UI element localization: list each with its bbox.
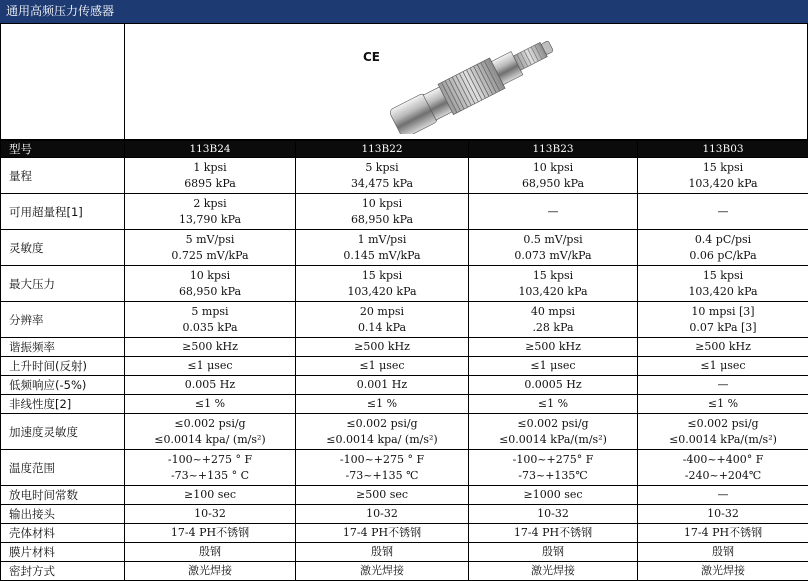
row-label: 低频响应(-5%) bbox=[1, 376, 125, 395]
spec-cell bbox=[638, 395, 808, 414]
spec-cell bbox=[469, 357, 638, 376]
model-113b23: 113B23 bbox=[469, 141, 638, 158]
spec-value: — bbox=[638, 377, 808, 393]
spec-cell bbox=[469, 376, 638, 395]
spec-value: ≥100 sec bbox=[125, 487, 295, 503]
spec-cell bbox=[296, 562, 469, 581]
spec-value: 10 kpsi bbox=[125, 268, 295, 284]
spec-value: 0.035 kPa bbox=[125, 320, 295, 336]
spec-cell bbox=[469, 524, 638, 543]
table-row bbox=[1, 505, 808, 524]
spec-cell bbox=[125, 562, 296, 581]
spec-cell bbox=[638, 338, 808, 357]
spec-value: 17-4 PH不锈钢 bbox=[125, 525, 295, 541]
table-row bbox=[1, 414, 808, 450]
spec-cell bbox=[296, 486, 469, 505]
spec-cell bbox=[125, 543, 296, 562]
spec-cell bbox=[469, 395, 638, 414]
spec-value: 2 kpsi bbox=[125, 196, 295, 212]
spec-value: -400~+400° F bbox=[638, 452, 808, 468]
table-row bbox=[1, 543, 808, 562]
row-label: 温度范围 bbox=[1, 450, 125, 486]
table-row bbox=[1, 194, 808, 230]
table-row bbox=[1, 376, 808, 395]
image-label-cell bbox=[1, 24, 125, 139]
spec-cell bbox=[638, 562, 808, 581]
row-label: 壳体材料 bbox=[1, 524, 125, 543]
spec-value: 103,420 kPa bbox=[469, 284, 637, 300]
spec-cell bbox=[125, 524, 296, 543]
spec-cell bbox=[296, 194, 469, 230]
spec-value: 6895 kPa bbox=[125, 176, 295, 192]
spec-value: 0.725 mV/kPa bbox=[125, 248, 295, 264]
spec-value: 0.5 mV/psi bbox=[469, 232, 637, 248]
spec-value: ≤1 % bbox=[296, 396, 468, 412]
spec-table bbox=[0, 140, 808, 581]
spec-cell bbox=[469, 562, 638, 581]
spec-value: 10-32 bbox=[638, 506, 808, 522]
spec-value: 10-32 bbox=[125, 506, 295, 522]
spec-cell bbox=[125, 158, 296, 194]
spec-value: 殷钢 bbox=[469, 544, 637, 560]
spec-value: ≤0.002 psi/g bbox=[125, 416, 295, 432]
spec-value: 殷钢 bbox=[296, 544, 468, 560]
row-label: 灵敏度 bbox=[1, 230, 125, 266]
row-label: 最大压力 bbox=[1, 266, 125, 302]
spec-value: 激光焊接 bbox=[638, 563, 808, 579]
spec-cell bbox=[469, 302, 638, 338]
spec-cell bbox=[296, 414, 469, 450]
spec-value: 103,420 kPa bbox=[638, 176, 808, 192]
spec-value: ≤1 μsec bbox=[469, 358, 637, 374]
table-row bbox=[1, 450, 808, 486]
spec-value: 17-4 PH不锈钢 bbox=[638, 525, 808, 541]
spec-cell bbox=[469, 338, 638, 357]
table-row bbox=[1, 230, 808, 266]
spec-cell bbox=[638, 524, 808, 543]
row-label: 可用超量程[1] bbox=[1, 194, 125, 230]
spec-value: 40 mpsi bbox=[469, 304, 637, 320]
spec-cell bbox=[469, 450, 638, 486]
spec-value: — bbox=[469, 204, 637, 220]
spec-cell bbox=[296, 357, 469, 376]
spec-value: ≤0.0014 kpa/ (m/s²) bbox=[125, 432, 295, 448]
spec-value: ≤0.0014 kpa/ (m/s²) bbox=[296, 432, 468, 448]
spec-cell bbox=[296, 376, 469, 395]
spec-cell bbox=[125, 450, 296, 486]
spec-value: 15 kpsi bbox=[638, 160, 808, 176]
spec-value: 68,950 kPa bbox=[125, 284, 295, 300]
table-row bbox=[1, 395, 808, 414]
spec-value: ≤1 % bbox=[638, 396, 808, 412]
spec-value: ≥500 sec bbox=[296, 487, 468, 503]
spec-value: ≤0.002 psi/g bbox=[469, 416, 637, 432]
spec-value: 68,950 kPa bbox=[469, 176, 637, 192]
table-header-row bbox=[1, 141, 808, 158]
spec-cell bbox=[125, 395, 296, 414]
spec-value: 0.005 Hz bbox=[125, 377, 295, 393]
spec-value: 1 kpsi bbox=[125, 160, 295, 176]
spec-value: 0.073 mV/kPa bbox=[469, 248, 637, 264]
spec-value: 激光焊接 bbox=[469, 563, 637, 579]
spec-cell bbox=[296, 338, 469, 357]
spec-cell bbox=[296, 302, 469, 338]
row-label: 密封方式 bbox=[1, 562, 125, 581]
spec-value: 103,420 kPa bbox=[296, 284, 468, 300]
spec-cell bbox=[296, 395, 469, 414]
spec-value: -100~+275 ° F bbox=[125, 452, 295, 468]
table-row bbox=[1, 486, 808, 505]
spec-value: 5 mpsi bbox=[125, 304, 295, 320]
spec-cell bbox=[296, 543, 469, 562]
model-113b03: 113B03 bbox=[638, 141, 808, 158]
spec-cell bbox=[469, 505, 638, 524]
spec-value: 殷钢 bbox=[638, 544, 808, 560]
spec-value: 68,950 kPa bbox=[296, 212, 468, 228]
table-row bbox=[1, 302, 808, 338]
table-row bbox=[1, 338, 808, 357]
spec-cell bbox=[125, 414, 296, 450]
spec-value: 10 kpsi bbox=[469, 160, 637, 176]
spec-value: 0.0005 Hz bbox=[469, 377, 637, 393]
row-label: 分辨率 bbox=[1, 302, 125, 338]
spec-value: 激光焊接 bbox=[296, 563, 468, 579]
row-label: 上升时间(反射) bbox=[1, 357, 125, 376]
spec-value: — bbox=[638, 487, 808, 503]
ce-mark: CE bbox=[363, 50, 380, 64]
spec-cell bbox=[469, 543, 638, 562]
spec-cell bbox=[296, 505, 469, 524]
spec-value: 34,475 kPa bbox=[296, 176, 468, 192]
spec-value: -100~+275° F bbox=[469, 452, 637, 468]
spec-value: -240~+204℃ bbox=[638, 468, 808, 484]
spec-value: 0.4 pC/psi bbox=[638, 232, 808, 248]
spec-cell bbox=[296, 450, 469, 486]
spec-value: ≤0.002 psi/g bbox=[296, 416, 468, 432]
spec-cell bbox=[125, 357, 296, 376]
spec-value: 0.145 mV/kPa bbox=[296, 248, 468, 264]
spec-cell bbox=[638, 158, 808, 194]
spec-cell bbox=[638, 302, 808, 338]
spec-value: 0.14 kPa bbox=[296, 320, 468, 336]
row-label: 非线性度[2] bbox=[1, 395, 125, 414]
spec-cell bbox=[125, 302, 296, 338]
product-image-block bbox=[0, 23, 808, 140]
spec-value: 1 mV/psi bbox=[296, 232, 468, 248]
spec-cell bbox=[638, 266, 808, 302]
spec-value: ≥500 kHz bbox=[296, 339, 468, 355]
spec-value: 15 kpsi bbox=[469, 268, 637, 284]
spec-value: ≤0.0014 kPa/(m/s²) bbox=[469, 432, 637, 448]
spec-value: -100~+275 ° F bbox=[296, 452, 468, 468]
spec-value: ≤1 μsec bbox=[638, 358, 808, 374]
spec-cell bbox=[638, 230, 808, 266]
spec-value: ≤1 % bbox=[469, 396, 637, 412]
spec-cell bbox=[469, 230, 638, 266]
spec-value: ≤0.0014 kPa/(m/s²) bbox=[638, 432, 808, 448]
spec-cell bbox=[296, 524, 469, 543]
spec-value: 5 mV/psi bbox=[125, 232, 295, 248]
spec-value: 10 kpsi bbox=[296, 196, 468, 212]
spec-cell bbox=[125, 505, 296, 524]
row-label: 放电时间常数 bbox=[1, 486, 125, 505]
row-label: 输出接头 bbox=[1, 505, 125, 524]
row-label: 谐振频率 bbox=[1, 338, 125, 357]
spec-cell bbox=[638, 543, 808, 562]
spec-value: ≤1 μsec bbox=[296, 358, 468, 374]
spec-value: ≥500 kHz bbox=[638, 339, 808, 355]
spec-value: ≥1000 sec bbox=[469, 487, 637, 503]
spec-cell bbox=[638, 357, 808, 376]
spec-value: -73~+135 ℃ bbox=[296, 468, 468, 484]
spec-cell bbox=[125, 486, 296, 505]
spec-cell bbox=[125, 230, 296, 266]
spec-value: -73~+135℃ bbox=[469, 468, 637, 484]
page-title: 通用高频压力传感器 bbox=[0, 0, 808, 23]
pressure-sensor-icon bbox=[376, 34, 576, 134]
row-label: 膜片材料 bbox=[1, 543, 125, 562]
spec-cell bbox=[469, 486, 638, 505]
spec-cell bbox=[469, 158, 638, 194]
spec-cell bbox=[296, 158, 469, 194]
table-row bbox=[1, 158, 808, 194]
spec-value: 0.001 Hz bbox=[296, 377, 468, 393]
spec-cell bbox=[469, 194, 638, 230]
spec-cell bbox=[638, 486, 808, 505]
model-113b24: 113B24 bbox=[125, 141, 296, 158]
spec-cell bbox=[296, 266, 469, 302]
row-label: 加速度灵敏度 bbox=[1, 414, 125, 450]
spec-value: 殷钢 bbox=[125, 544, 295, 560]
model-113b22: 113B22 bbox=[296, 141, 469, 158]
spec-value: 10-32 bbox=[296, 506, 468, 522]
spec-cell bbox=[296, 230, 469, 266]
table-row bbox=[1, 357, 808, 376]
spec-value: 5 kpsi bbox=[296, 160, 468, 176]
spec-value: 20 mpsi bbox=[296, 304, 468, 320]
spec-value: 103,420 kPa bbox=[638, 284, 808, 300]
spec-value: 0.06 pC/kPa bbox=[638, 248, 808, 264]
table-row bbox=[1, 524, 808, 543]
spec-value: — bbox=[638, 204, 808, 220]
spec-value: ≥500 kHz bbox=[125, 339, 295, 355]
spec-cell bbox=[125, 266, 296, 302]
spec-value: -73~+135 ° C bbox=[125, 468, 295, 484]
spec-value: 15 kpsi bbox=[638, 268, 808, 284]
spec-value: .28 kPa bbox=[469, 320, 637, 336]
spec-value: ≤1 % bbox=[125, 396, 295, 412]
spec-value: 激光焊接 bbox=[125, 563, 295, 579]
spec-value: ≤1 μsec bbox=[125, 358, 295, 374]
spec-cell bbox=[125, 376, 296, 395]
spec-value: 10 mpsi [3] bbox=[638, 304, 808, 320]
spec-value: 17-4 PH不锈钢 bbox=[296, 525, 468, 541]
spec-cell bbox=[469, 414, 638, 450]
spec-cell bbox=[638, 376, 808, 395]
table-row bbox=[1, 266, 808, 302]
spec-cell bbox=[125, 338, 296, 357]
spec-value: 13,790 kPa bbox=[125, 212, 295, 228]
spec-value: 10-32 bbox=[469, 506, 637, 522]
spec-cell bbox=[638, 505, 808, 524]
spec-cell bbox=[469, 266, 638, 302]
spec-cell bbox=[638, 194, 808, 230]
spec-value: 0.07 kPa [3] bbox=[638, 320, 808, 336]
spec-cell bbox=[638, 450, 808, 486]
spec-cell bbox=[638, 414, 808, 450]
header-label: 型号 bbox=[1, 141, 125, 158]
spec-cell bbox=[125, 194, 296, 230]
spec-value: 15 kpsi bbox=[296, 268, 468, 284]
table-row bbox=[1, 562, 808, 581]
spec-value: ≥500 kHz bbox=[469, 339, 637, 355]
spec-value: ≤0.002 psi/g bbox=[638, 416, 808, 432]
spec-value: 17-4 PH不锈钢 bbox=[469, 525, 637, 541]
row-label: 量程 bbox=[1, 158, 125, 194]
